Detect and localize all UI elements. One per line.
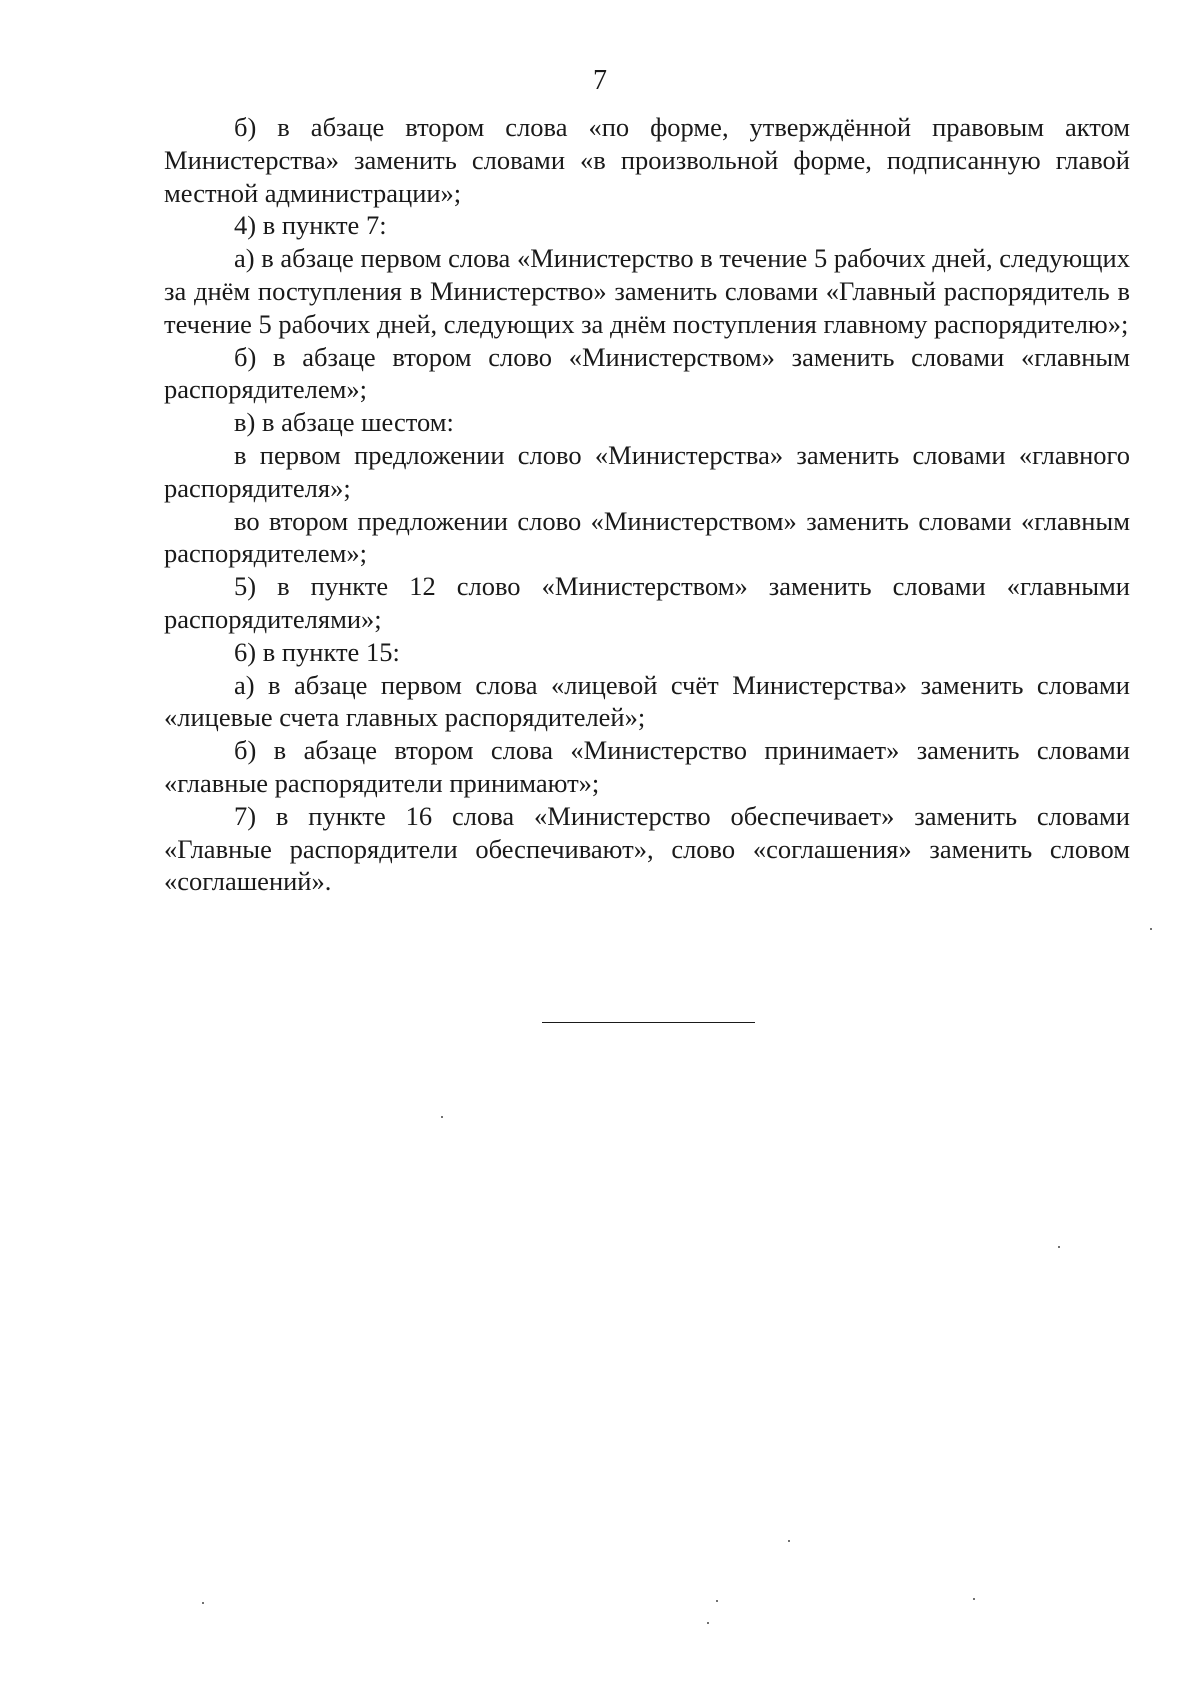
paragraph: 5) в пункте 12 слово «Министерством» заменить словами «главными распорядителями»;	[164, 571, 1130, 634]
paragraph: а) в абзаце первом слова «Министерство в течение 5 рабочих дней, следующих за днём поступления в Министерство» заменить словами «Главный распорядитель в течение 5 рабочих дней, следующих за днём поступления главному распорядителю»;	[164, 243, 1130, 339]
scan-speck	[441, 1116, 443, 1118]
paragraph: 4) в пункте 7:	[234, 210, 387, 241]
paragraph: а) в абзаце первом слова «лицевой счёт Министерства» заменить словами «лицевые счета главных распорядителей»;	[164, 669, 1130, 733]
scan-speck	[202, 1602, 204, 1604]
paragraph: во втором предложении слово «Министерством» заменить словами «главным распорядителем»;	[164, 505, 1130, 569]
scan-speck	[973, 1598, 975, 1600]
end-separator-line	[542, 1022, 755, 1023]
paragraph: б) в абзаце втором слова «по форме, утверждённой правовым актом Министерства» заменить словами «в произвольной форме, подписанную главой местной администрации»;	[164, 112, 1130, 208]
paragraph: 7) в пункте 16 слова «Министерство обеспечивает» заменить словами «Главные распорядители обеспечивают», слово «соглашения» заменить словом «соглашений».	[164, 800, 1130, 897]
paragraph: б) в абзаце втором слова «Министерство принимает» заменить словами «главные распорядители принимают»;	[164, 735, 1130, 798]
paragraph: б) в абзаце втором слово «Министерством» заменить словами «главным распорядителем»;	[164, 341, 1130, 405]
scan-speck	[788, 1540, 790, 1542]
paragraph: в первом предложении слово «Министерства» заменить словами «главного распорядителя»;	[164, 439, 1130, 503]
paragraph: 6) в пункте 15:	[234, 636, 400, 667]
scan-speck	[707, 1622, 709, 1624]
page-number: 7	[593, 65, 607, 96]
document-body	[164, 111, 1130, 898]
scan-speck	[1150, 928, 1152, 930]
scan-speck	[1058, 1246, 1060, 1248]
paragraph: в) в абзаце шестом:	[234, 407, 454, 438]
scan-speck	[716, 1600, 718, 1602]
